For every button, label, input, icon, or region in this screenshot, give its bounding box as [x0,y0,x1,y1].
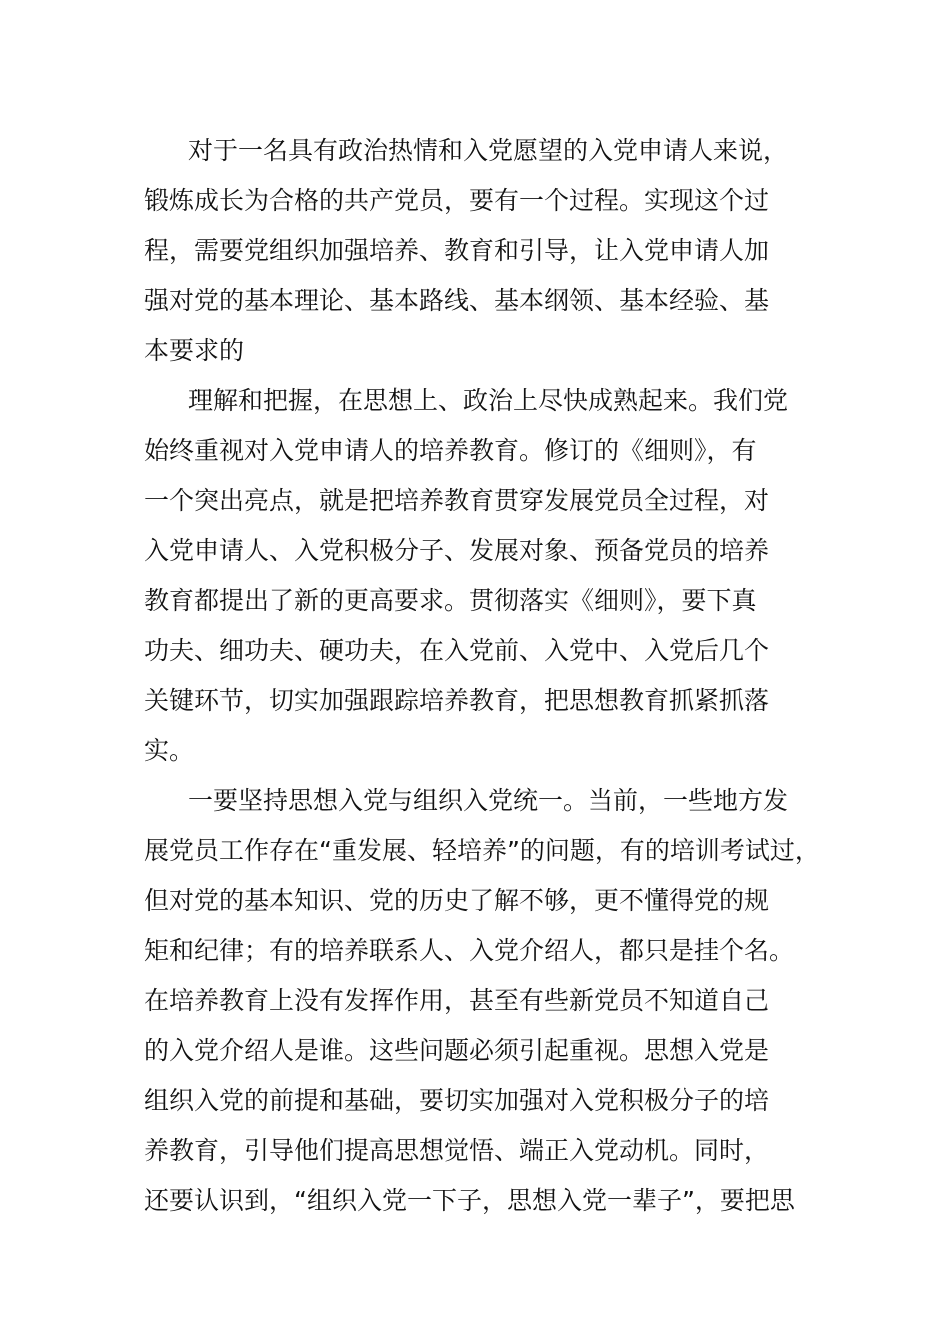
paragraph-2-line-5: 教育都提出了新的更高要求。贯彻落实《细则》，要下真 [144,586,757,615]
paragraph-3-line-3: 但对党的基本知识、党的历史了解不够，更不懂得党的规 [144,886,770,915]
paragraph-1-line-3: 程，需要党组织加强培养、教育和引导，让入党申请人加 [144,236,770,265]
body-text [144,126,844,1226]
paragraph-1-line-2: 锻炼成长为合格的共产党员，要有一个过程。实现这个过 [144,186,770,215]
paragraph-3-line-7: 组织入党的前提和基础，要切实加强对入党积极分子的培 [144,1086,770,1115]
paragraph-1-line-5: 本要求的 [144,336,245,365]
paragraph-2-line-7: 关键环节，切实加强跟踪培养教育，把思想教育抓紧抓落 [144,686,770,715]
paragraph-2-line-2: 始终重视对入党申请人的培养教育。修订的《细则》，有 [144,436,757,465]
paragraph-3-line-8: 养教育，引导他们提高思想觉悟、端正入党动机。同时， [144,1136,770,1165]
paragraph-2-line-4: 入党申请人、入党积极分子、发展对象、预备党员的培养 [144,536,770,565]
paragraph-3-line-1: 一要坚持思想入党与组织入党统一。当前，一些地方发 [188,786,789,815]
paragraph-3-line-9: 还要认识到，“组织入党一下子，思想入党一辈子”，要把思 [144,1186,795,1215]
paragraph-2-line-8: 实。 [144,736,195,765]
paragraph-3-line-4: 矩和纪律；有的培养联系人、入党介绍人，都只是挂个名。 [144,936,795,965]
paragraph-1-line-1: 对于一名具有政治热情和入党愿望的入党申请人来说， [188,136,789,165]
paragraph-1-line-4: 强对党的基本理论、基本路线、基本纲领、基本经验、基 [144,286,770,315]
paragraph-2-line-1: 理解和把握，在思想上、政治上尽快成熟起来。我们党 [188,386,789,415]
paragraph-3-line-6: 的入党介绍人是谁。这些问题必须引起重视。思想入党是 [144,1036,770,1065]
paragraph-3-line-5: 在培养教育上没有发挥作用，甚至有些新党员不知道自己 [144,986,770,1015]
paragraph-3-line-2: 展党员工作存在“重发展、轻培养”的问题，有的培训考试过， [144,836,820,865]
paragraph-2-line-6: 功夫、细功夫、硬功夫，在入党前、入党中、入党后几个 [144,636,770,665]
paragraph-2-line-3: 一个突出亮点，就是把培养教育贯穿发展党员全过程，对 [144,486,770,515]
